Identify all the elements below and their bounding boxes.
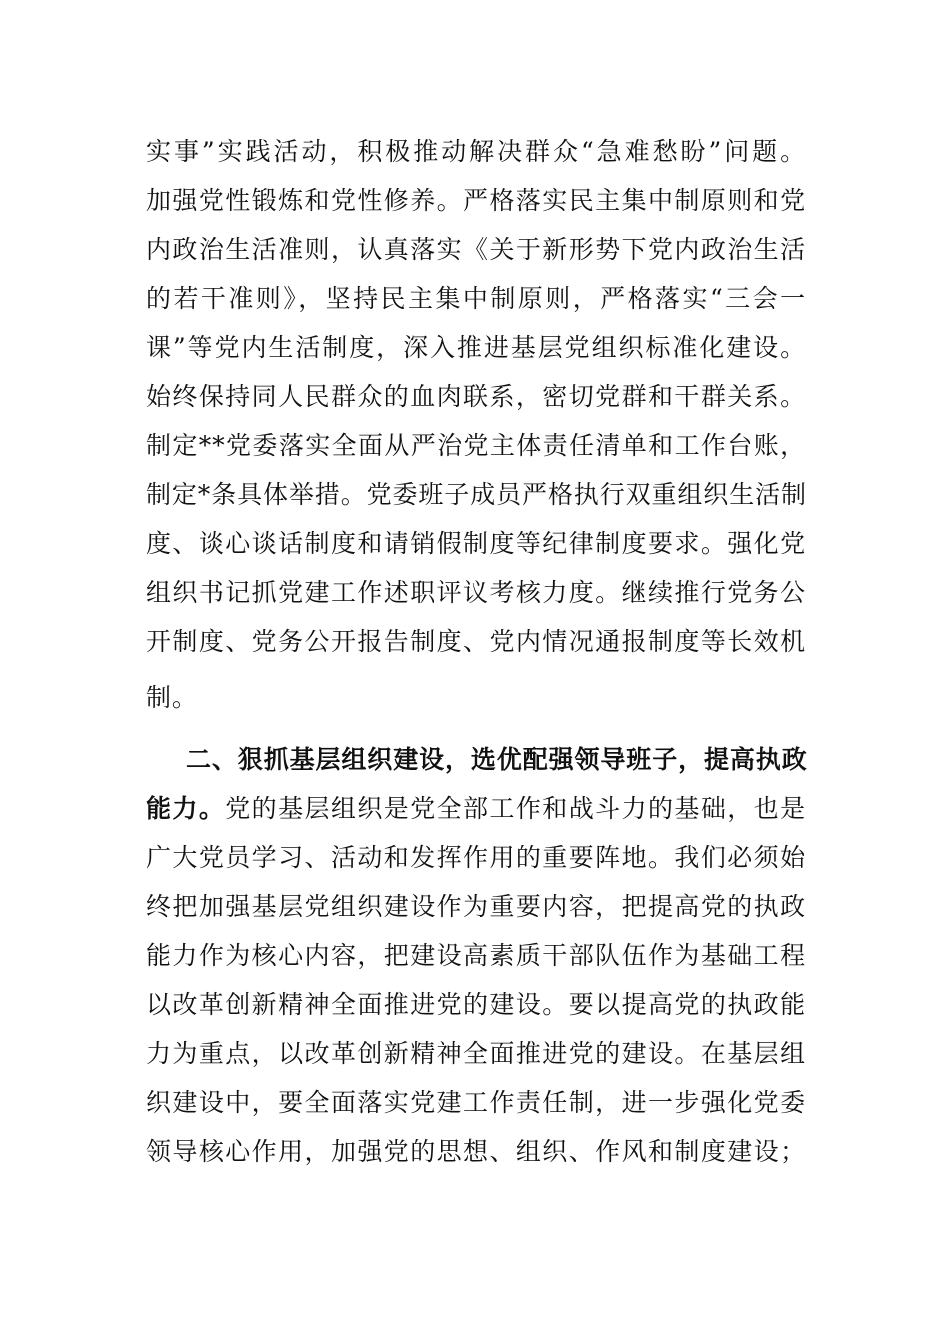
text-line: 制定*条具体举措。党委班子成员严格执行双重组织生活制 [146,480,807,509]
section-heading: 二、狠抓基层组织建设，选优配强领导班子，提高执政 [186,745,808,774]
text-line: 织建设中，要全面落实党建工作责任制，进一步强化党委 [146,1088,806,1117]
text-line: 课”等党内生活制度，深入推进基层党组织标准化建设。 [146,333,806,362]
text-line: 制定**党委落实全面从严治党主体责任清单和工作台账， [146,431,806,460]
text-line: 始终保持同人民群众的血肉联系，密切党群和干群关系。 [146,382,806,411]
text-line: 以改革创新精神全面推进党的建设。要以提高党的执政能 [146,990,806,1019]
text-line: 实事”实践活动，积极推动解决群众“急难愁盼”问题。 [146,137,806,166]
paragraph-text: 党的基层组织是党全部工作和战斗力的基础，也是 [225,794,806,823]
text-line: 能力作为核心内容，把建设高素质干部队伍作为基础工程 [146,941,806,970]
section-heading-end: 能力。 [146,794,226,823]
text-line: 广大党员学习、活动和发挥作用的重要阵地。我们必须始 [146,843,806,872]
text-line: 组织书记抓党建工作述职评议考核力度。继续推行党务公 [146,578,806,607]
text-line: 力为重点，以改革创新精神全面推进党的建设。在基层组 [146,1039,806,1068]
text-line: 内政治生活准则，认真落实《关于新形势下党内政治生活 [146,235,806,264]
text-line: 领导核心作用，加强党的思想、组织、作风和制度建设； [146,1137,806,1166]
text-line: 加强党性锻炼和党性修养。严格落实民主集中制原则和党 [146,186,806,215]
text-line: 开制度、党务公开报告制度、党内情况通报制度等长效机 [146,627,806,656]
text-line: 制。 [146,683,198,712]
text-line: 的若干准则》，坚持民主集中制原则，严格落实“三会一 [146,284,806,313]
text-line: 度、谈心谈话制度和请销假制度等纪律制度要求。强化党 [146,529,806,558]
section-heading-continuation [146,783,806,835]
text-line: 终把加强基层党组织建设作为重要内容，把提高党的执政 [146,892,806,921]
